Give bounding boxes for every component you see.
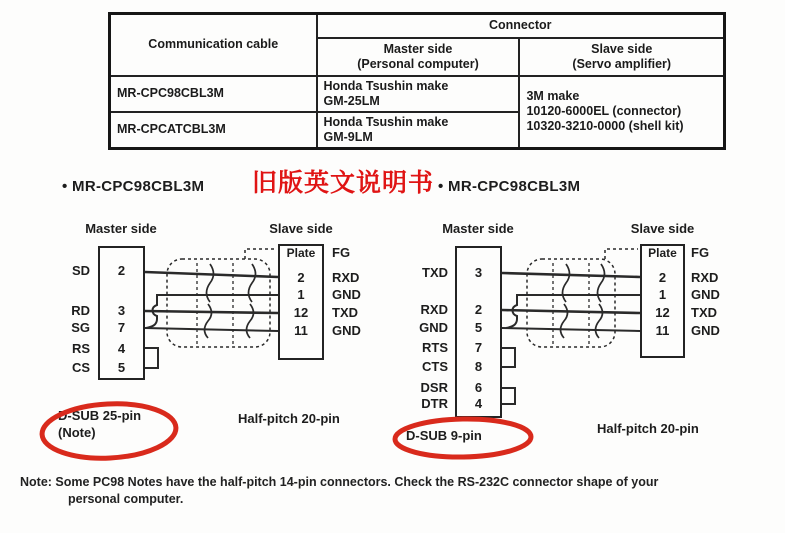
pin-number: 6: [474, 380, 483, 395]
pin-number: 12: [655, 305, 670, 320]
pin-label: FG: [332, 245, 351, 260]
pin-label: DTR: [421, 396, 448, 411]
pin-number: 2: [297, 270, 305, 285]
red-circle-dsub9: [395, 418, 532, 458]
slave-make: 3M make: [526, 89, 580, 103]
slave-shellkit-part: 10320-3210-0000 (shell kit): [526, 119, 684, 133]
cable-name: MR-CPC98CBL3M: [117, 86, 224, 100]
red-circle-dsub25: [41, 401, 178, 462]
pin-number: 2: [117, 263, 126, 278]
pin-label: SG: [71, 320, 90, 335]
pin-number: 3: [474, 265, 483, 280]
master-side-label: Master side: [85, 221, 157, 236]
pin-number: 8: [474, 359, 483, 374]
master-connector-note: (Note): [58, 425, 96, 440]
pin-label: TXD: [691, 305, 717, 320]
pin-number: 5: [474, 320, 483, 335]
slave-connector-type: Half-pitch 20-pin: [597, 421, 699, 436]
pin-label: TXD: [422, 265, 448, 280]
pin-label: GND: [691, 287, 720, 302]
pin-label: SD: [71, 263, 90, 278]
slave-connector-part: 10120-6000EL (connector): [526, 104, 682, 118]
pin-label: RS: [71, 341, 90, 356]
slave-side-label: Slave side: [630, 221, 695, 236]
header-connector: Connector: [317, 14, 725, 38]
pin-number: 2: [474, 302, 483, 317]
header-master-side-title: Master side: [383, 41, 453, 56]
pin-number: 5: [117, 360, 126, 375]
pin-number: 4: [474, 396, 483, 411]
pin-number: 2: [658, 270, 667, 285]
pin-number: 11: [655, 323, 670, 338]
pin-number: 1: [658, 287, 667, 302]
pin-label: DSR: [420, 380, 448, 395]
pin-label: RXD: [420, 302, 448, 317]
pin-label: GND: [419, 320, 448, 335]
master-make: Honda Tsushin make: [323, 114, 449, 129]
pin-label: GND: [332, 287, 361, 302]
master-side-label: Master side: [442, 221, 514, 236]
pin-label: RTS: [422, 340, 448, 355]
pin-label: RD: [71, 303, 90, 318]
pin-number: 4: [117, 341, 126, 356]
pin-label: CTS: [422, 359, 448, 374]
pin-label: FG: [691, 245, 710, 260]
pin-number: Plate: [286, 246, 316, 260]
pin-label: GND: [691, 323, 720, 338]
pin-label: RXD: [332, 270, 360, 285]
pin-number: 1: [297, 287, 305, 302]
pin-number: Plate: [648, 246, 677, 260]
slave-side-label: Slave side: [269, 221, 333, 236]
master-connector-type: D-SUB 9-pin: [406, 428, 482, 443]
master-model: GM-9LM: [323, 129, 373, 144]
master-model: GM-25LM: [323, 93, 380, 108]
red-annotation-cn: 旧版英文说明书: [252, 169, 435, 197]
header-master-side-sub: (Personal computer): [357, 56, 479, 71]
master-make: Honda Tsushin make: [323, 78, 449, 93]
pin-label: CS: [71, 360, 90, 375]
pin-number: 7: [474, 340, 483, 355]
footnote-line-1: Note: Some PC98 Notes have the half-pitch 14-pin connectors. Check the RS-232C connector shape of your: [20, 475, 659, 489]
pin-label: GND: [332, 323, 361, 338]
pin-label: TXD: [332, 305, 358, 320]
pin-number: 12: [293, 305, 309, 320]
pin-number: 7: [117, 320, 126, 335]
pin-label: RXD: [691, 270, 719, 285]
diagram-title-right: • MR-CPC98CBL3M: [438, 178, 581, 195]
header-slave-side-sub: (Servo amplifier): [572, 56, 672, 71]
header-slave-side-title: Slave side: [591, 41, 653, 56]
diagram-title-left: • MR-CPC98CBL3M: [62, 178, 205, 195]
cable-name: MR-CPCATCBL3M: [117, 122, 226, 136]
footnote-line-2: personal computer.: [68, 492, 184, 506]
pin-number: 3: [117, 303, 126, 318]
header-communication-cable: Communication cable: [110, 14, 317, 76]
slave-connector-type: Half-pitch 20-pin: [238, 411, 340, 426]
master-connector-type: D-SUB 25-pin: [58, 408, 142, 423]
pin-number: 11: [294, 323, 308, 338]
